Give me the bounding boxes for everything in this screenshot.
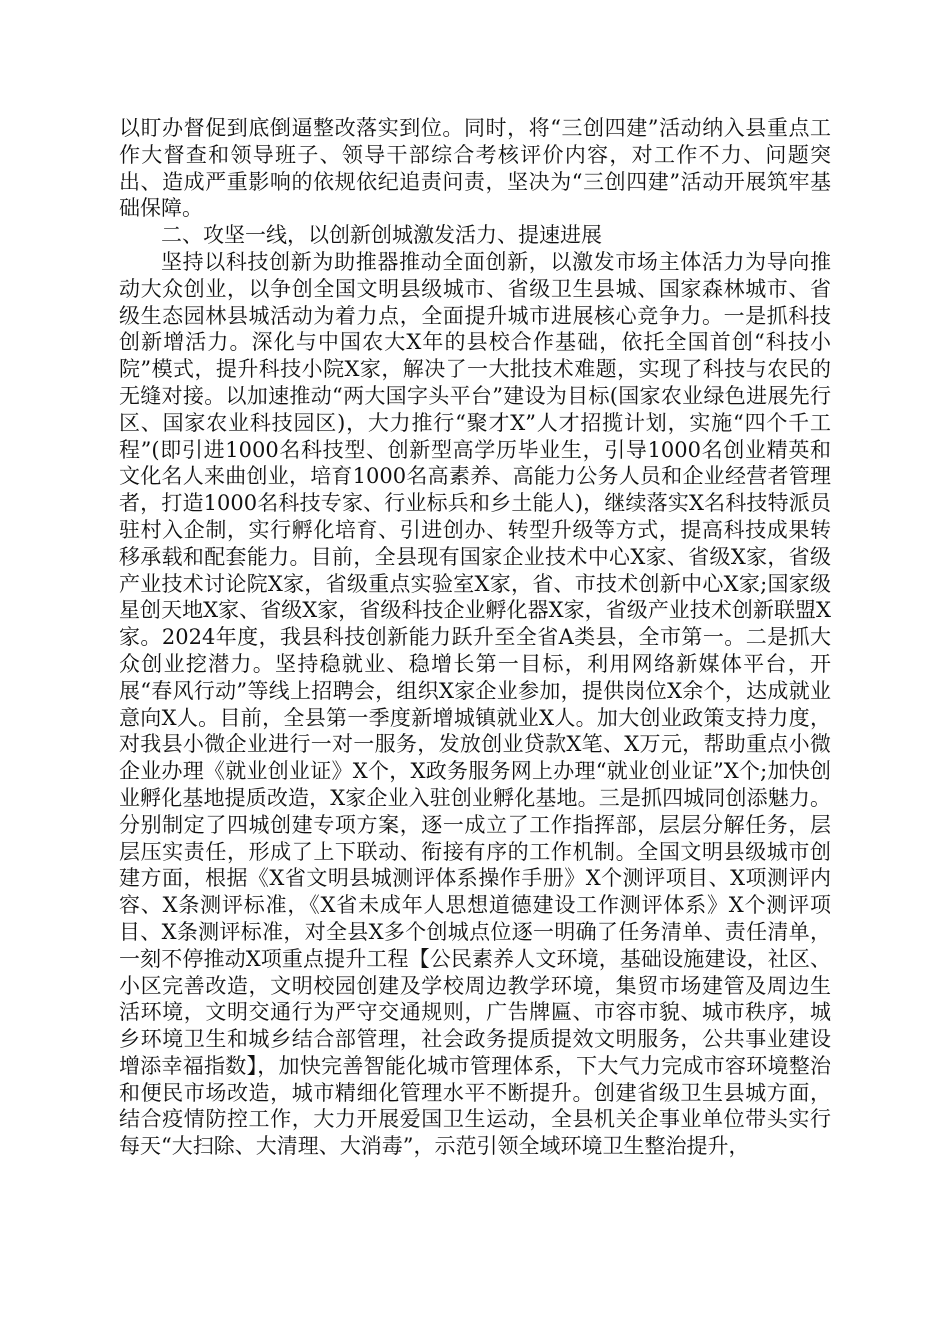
paragraph-continuation: 以盯办督促到底倒逼整改落实到位。同时，将“三创四建”活动纳入县重点工作大督查和领导班子、领导干部综合考核评价内容，对工作不力、问题突出、造成严重影响的依规依纪追责问责，坚决为“三创四建”活动开展筑牢基础保障。 (119, 116, 831, 221)
document-page (119, 115, 831, 1160)
section-heading: 二、攻坚一线，以创新创城激发活力、提速进展 (161, 223, 602, 248)
paragraph-body: 坚持以科技创新为助推器推动全面创新，以激发市场主体活力为导向推动大众创业，以争创全国文明县级城市、省级卫生县城、国家森林城市、省级生态园林县城活动为着力点，全面提升城市进展核心竞争力。一是抓科技创新增活力。深化与中国农大X年的县校合作基础，依托全国首创“科技小院”模式，提升科技小院X家，解决了一大批技术难题，实现了科技与农民的无缝对接。以加速推动“两大国字头平台”建设为目标(国家农业绿色进展先行区、国家农业科技园区)，大力推行“聚才X”人才招揽计划，实施“四个千工程”(即引进1000名科技型、创新型高学历毕业生，引导1000名创业精英和文化名人来曲创业，培育1000名高素养、高能力公务人员和企业经营者管理者，打造1000名科技专家、行业标兵和乡土能人)，继续落实X名科技特派员驻村入企制，实行孵化培育、引进创办、转型升级等方式，提高科技成果转移承载和配套能力。目前，全县现有国家企业技术中心X家、省级X家，省级产业技术讨论院X家，省级重点实验室X家，省、市技术创新中心X家;国家级星创天地X家、省级X家，省级科技企业孵化器X家，省级产业技术创新联盟X家。2024年度，我县科技创新能力跃升至全省A类县，全市第一。二是抓大众创业挖潜力。坚持稳就业、稳增长第一目标，利用网络新媒体平台，开展“春风行动”等线上招聘会，组织X家企业参加，提供岗位X余个，达成就业意向X人。目前，全县第一季度新增城镇就业X人。加大创业政策支持力度，对我县小微企业进行一对一服务，发放创业贷款X笔、X万元，帮助重点小微企业办理《就业创业证》X个，X政务服务网上办理“就业创业证”X个;加快创业孵化基地提质改造，X家企业入驻创业孵化基地。三是抓四城同创添魅力。分别制定了四城创建专项方案，逐一成立了工作指挥部，层层分解任务，层层压实责任，形成了上下联动、衔接有序的工作机制。全国文明县级城市创建方面，根据《X省文明县城测评体系操作手册》X个测评项目、X项测评内容、X条测评标准，《X省未成年人思想道德建设工作测评体系》X个测评项目、X条测评标准，对全县X多个创城点位逐一明确了任务清单、责任清单，一刻不停推动X项重点提升工程【公民素养人文环境，基础设施建设，社区、小区完善改造，文明校园创建及学校周边教学环境，集贸市场建管及周边生活环境，文明交通行为严守交通规则，广告牌匾、市容市貌、城市秩序，城乡环境卫生和城乡结合部管理，社会政务提质提效文明服务，公共事业建设增添幸福指数】，加快完善智能化城市管理体系，下大气力完成市容环境整治和便民市场改造，城市精细化管理水平不断提升。创建省级卫生县城方面，结合疫情防控工作，大力开展爱国卫生运动，全县机关企事业单位带头实行每天“大扫除、大清理、大消毒”，示范引领全域环境卫生整治提升， (119, 249, 831, 1159)
